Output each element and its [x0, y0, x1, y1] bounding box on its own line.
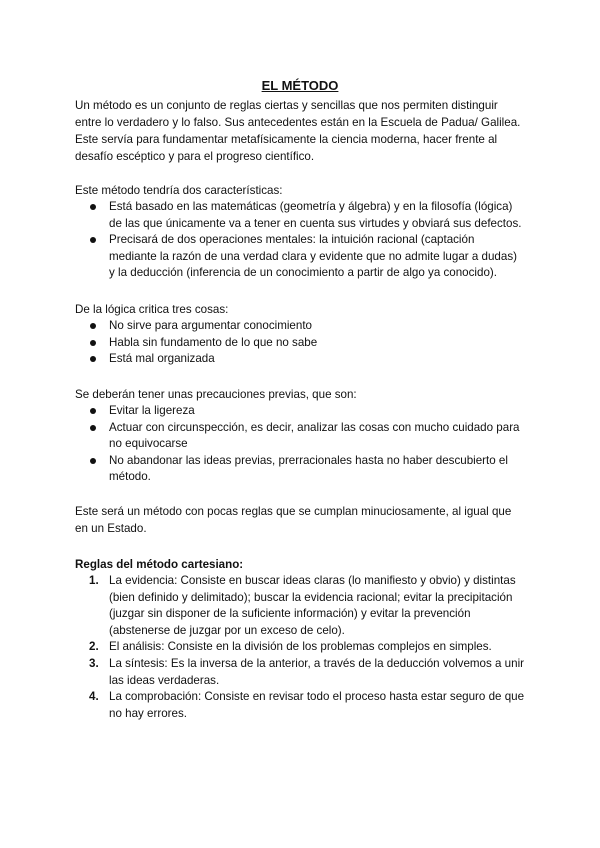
list-item: 1. La evidencia: Consiste en buscar ideas claras (lo manifiesto y obvio) y distintas (bien definido y delimitado); buscar la evidencia racional; evitar la precipitación (juzgar sin disponer de la suficiente información) y evitar la prevención (abstenerse de juzgar por un exceso de celo).: [89, 574, 516, 637]
precautions-heading: Se deberán tener unas precauciones previas, que son:: [75, 388, 357, 401]
logic-section: [75, 301, 525, 368]
rule-number: 4.: [89, 690, 99, 704]
characteristics-heading: Este método tendría dos características:: [75, 184, 283, 197]
characteristics-section: [75, 182, 525, 282]
precautions-list: [75, 403, 525, 486]
characteristics-list: [75, 199, 525, 282]
rule-number: 2.: [89, 640, 99, 654]
list-item: Habla sin fundamento de lo que no sabe: [109, 335, 318, 349]
rule-number: 3.: [89, 656, 99, 670]
list-item: Está basado en las matemáticas (geometría y álgebra) y en la filosofía (lógica) de las que únicamente va a tener en cuenta sus virtudes y obviará sus defectos.: [109, 200, 522, 230]
list-item: No sirve para argumentar conocimiento: [109, 319, 312, 332]
list-item: No abandonar las ideas previas, prerracionales hasta no haber descubierto el método.: [109, 453, 508, 484]
page-title: EL MÉTODO: [261, 78, 339, 93]
rules-heading: Reglas del método cartesiano:: [75, 558, 244, 571]
list-item: Precisará de dos operaciones mentales: la intuición racional (captación mediante la razón de una verdad clara y evidente que no admite lugar a dudas) y la deducción (inferencia de un conocimiento a partir de algo ya conocido).: [109, 233, 517, 280]
precautions-section: [75, 386, 525, 486]
list-item: 3. La síntesis: Es la inversa de la anterior, a través de la deducción volvemos a unir las ideas verdaderas.: [89, 656, 525, 687]
rules-section: [75, 556, 525, 722]
intro-paragraph: Un método es un conjunto de reglas ciertas y sencillas que nos permiten distinguir entre lo verdadero y lo falso. Sus antecedentes están en la Escuela de Padua/ Galilea. Este servía para fundamentar metafísicamente la ciencia moderna, hacer frente al desafío escéptico y para el progreso científico.: [75, 99, 521, 163]
logic-heading: De la lógica critica tres cosas:: [75, 303, 229, 316]
rule-number: 1.: [89, 574, 99, 587]
list-item: Actuar con circunspección, es decir, analizar las cosas con mucho cuidado para no equivocarse: [109, 420, 520, 451]
rules-list: [75, 573, 525, 722]
logic-list: [75, 318, 525, 368]
list-item: 2. El análisis: Consiste en la división de los problemas complejos en simples.: [75, 639, 525, 656]
list-item: Evitar la ligereza: [109, 404, 195, 417]
list-item: Está mal organizada: [109, 352, 215, 366]
conclusion-paragraph: Este será un método con pocas reglas que se cumplan minuciosamente, al igual que en un Estado.: [75, 505, 512, 535]
list-item: 4. La comprobación: Consiste en revisar todo el proceso hasta estar seguro de que no hay errores.: [89, 690, 525, 720]
